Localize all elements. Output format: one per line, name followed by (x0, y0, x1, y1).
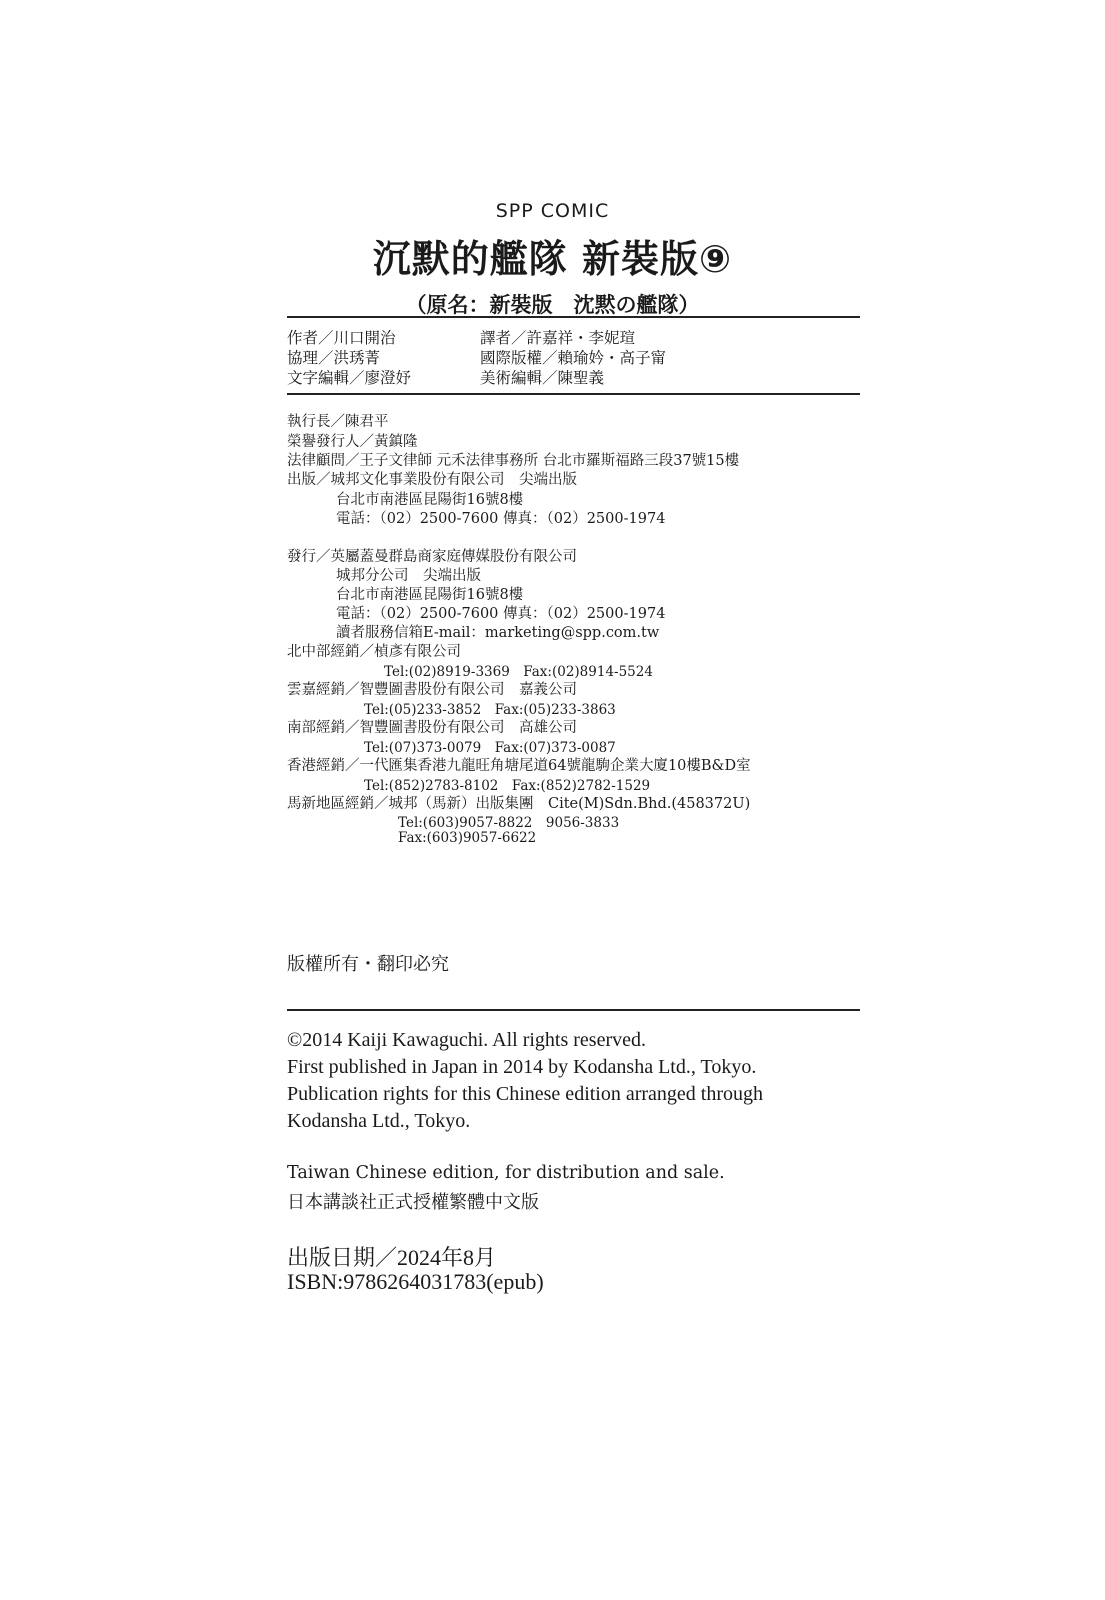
series-name: SPP COMIC (495, 200, 610, 222)
publisher-phone: 電話：（02）2500-7600 傳真：（02）2500-1974 (336, 511, 666, 527)
credit-author: 作者／川口開治 (287, 329, 396, 347)
distributor-north: 北中部經銷／楨彥有限公司 (287, 644, 461, 660)
publisher-legal: 法律顧問／王子文律師 元禾法律事務所 台北市羅斯福路三段37號15樓 (287, 453, 740, 469)
distributor-hongkong-tel: Tel:(852)2783-8102 Fax:(852)2782-1529 (364, 778, 651, 794)
edition-line-en: Taiwan Chinese edition, for distribution and sale. (287, 1163, 725, 1183)
distributor-south-tel: Tel:(07)373-0079 Fax:(07)373-0087 (364, 740, 616, 756)
distribution-email: 讀者服務信箱E-mail：marketing@spp.com.tw (336, 625, 660, 641)
distribution-address: 台北市南港區昆陽街16號8樓 (336, 587, 524, 603)
credit-art-editor: 美術編輯／陳聖義 (480, 369, 605, 387)
distributor-malaysia: 馬新地區經銷／城邦（馬新）出版集團 Cite(M)Sdn.Bhd.(458372U) (287, 796, 751, 812)
distributor-chiayi: 雲嘉經銷／智豐圖書股份有限公司 嘉義公司 (287, 682, 577, 698)
distributor-south: 南部經銷／智豐圖書股份有限公司 高雄公司 (287, 720, 577, 736)
copyright-line-1: ©2014 Kaiji Kawaguchi. All rights reserved. (287, 1029, 647, 1051)
book-title: 沉默的艦隊 新裝版⑨ (372, 237, 733, 281)
publisher-address: 台北市南港區昆陽街16號8樓 (336, 492, 524, 508)
credit-translator: 譯者／許嘉祥・李妮瑄 (480, 329, 636, 347)
distributor-north-tel: Tel:(02)8919-3369 Fax:(02)8914-5524 (384, 664, 653, 680)
distributor-malaysia-fax: Fax:(603)9057-6622 (398, 830, 537, 846)
publisher-honorary: 榮譽發行人／黃鎮隆 (287, 434, 418, 450)
original-title: （原名：新裝版 沈黙の艦隊） (405, 293, 700, 317)
divider-bottom (287, 1009, 860, 1011)
publisher-ceo: 執行長／陳君平 (287, 414, 389, 430)
divider-top (287, 316, 860, 318)
edition-line-zh: 日本講談社正式授權繁體中文版 (287, 1192, 539, 1213)
copyright-line-4: Kodansha Ltd., Tokyo. (287, 1110, 471, 1132)
distributor-hongkong: 香港經銷／一代匯集香港九龍旺角塘尾道64號龍駒企業大廈10樓B&D室 (287, 758, 751, 774)
distribution-line: 發行／英屬蓋曼群島商家庭傳媒股份有限公司 (287, 549, 577, 565)
distributor-malaysia-tel: Tel:(603)9057-8822 9056-3833 (398, 815, 620, 831)
publication-date: 出版日期／2024年8月 (287, 1245, 497, 1270)
isbn: ISBN:9786264031783(epub) (287, 1269, 544, 1294)
distribution-branch: 城邦分公司 尖端出版 (336, 568, 481, 584)
publisher-name: 出版／城邦文化事業股份有限公司 尖端出版 (287, 472, 577, 488)
copyright-line-3: Publication rights for this Chinese edition arranged through (287, 1083, 764, 1105)
distribution-phone: 電話：（02）2500-7600 傳真：（02）2500-1974 (336, 606, 666, 622)
distributor-chiayi-tel: Tel:(05)233-3852 Fax:(05)233-3863 (364, 702, 616, 718)
credit-text-editor: 文字編輯／廖澄妤 (287, 369, 412, 387)
divider-credits (287, 393, 860, 395)
copyright-line-2: First published in Japan in 2014 by Kodansha Ltd., Tokyo. (287, 1056, 757, 1078)
credit-intl-rights: 國際版權／賴瑜妗・高子甯 (480, 349, 667, 367)
credit-manager: 協理／洪琇菁 (287, 349, 381, 367)
rights-notice: 版權所有・翻印必究 (287, 954, 449, 975)
